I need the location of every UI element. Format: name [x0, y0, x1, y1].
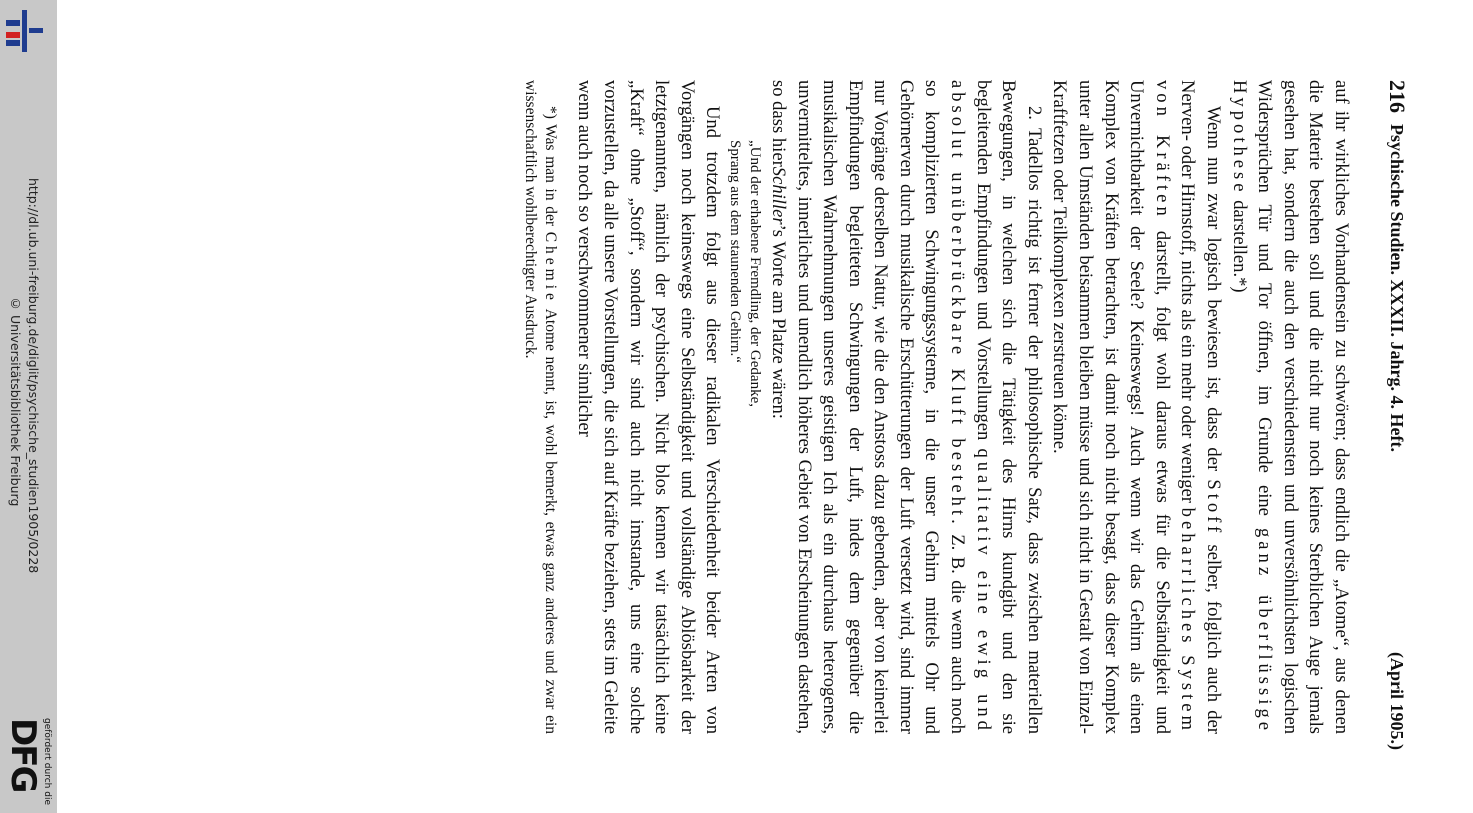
footnote: *) Was man in der Chemie Atome nennt, ist, wohl bemerkt, etwas ganz anderes und zwar ein wissenschaftlich wohlberechtigter Ausdruck. — [522, 80, 559, 735]
dfg-logo — [3, 718, 52, 805]
copyright-notice: © Universitätsbibliothek Freiburg — [8, 296, 23, 507]
ub-freiburg-logo-icon — [6, 10, 46, 52]
paragraph: Und trotzdem folgt aus dieser radikalen Verschiedenheit beider Arten von Vorgängen noch keineswegs eine Selbständigkeit und vollständige Ablösbarkeit der letztgenannten, nämlich der psychischen. Nicht blos kennen wir tatsächlich keine „Kraft“ ohne „Stoff“, sondern wir sind auch nicht imstande, uns eine solche vorzustellen, da alle unsere Vorstellungen, die sich auf Kräfte beziehen, stets im Geleite wenn auch noch so verschwommener sinnlicher — [574, 80, 724, 734]
dfg-wordmark: DFG — [3, 718, 43, 792]
dfg-caption: gefördert durch die — [42, 718, 52, 805]
page-content — [200, 60, 1420, 760]
page-number: 216 — [1385, 80, 1410, 113]
source-url[interactable]: http://dl.ub.uni-freiburg.de/diglit/psychische_studien1905/0228 — [26, 178, 41, 574]
sidebar-citation — [8, 178, 44, 638]
issue-date: (April 1905.) — [1387, 652, 1407, 750]
article-body — [239, 80, 1354, 734]
quote-line: „Und der erhabene Fremdling, der Gedanke, — [747, 140, 764, 407]
quote-line: Sprang aus dem staunenden Gehirn.“ — [727, 140, 744, 363]
paragraph: 2. Tadellos richtig ist ferner der philosophische Satz, dass zwischen materiellen Bewegungen, in welchen sich die Tätigkeit des Hirns kundgibt und den sie begleitenden Empfindungen und Vorstellungen qualitativ eine ewig und absolut unüberbrückbare Kluft besteht. Z. B. die wenn auch noch so komplizierten Schwingungssysteme, in die unser Gehirn mittels Ohr und Gehörnerven durch musikalische Erschütterungen der Luft versetzt wird, sind immer nur Vorgänge derselben Natur, wie die den Anstoss dazu gebenden, aber von keinerlei Empfindungen begleiteten Schwingungen der Luft, indes dem gegenüber die musikalischen Wahrnehmungen unseres geistigen Ich als ein durchaus heterogenes, unvermitteltes, innerliches und unendlich höheres Gebiet von Erscheinungen dastehen, so dass hierSchiller’s Worte am Platze wären: — [767, 80, 1045, 734]
page-scan — [200, 60, 1420, 760]
viewer-sidebar — [0, 0, 57, 813]
page-header — [1380, 80, 1410, 750]
running-title: Psychische Studien. XXXII. Jahrg. 4. Heft. — [1387, 124, 1407, 453]
paragraph: Wenn nun zwar logisch bewiesen ist, dass der Stoff selber, folglich auch der Nerven- oder Hirnstoff, nichts als ein mehr oder weniger beharrliches System von Kräften darstellt, folgt wohl daraus etwas für die Selbständigkeit und Unvernichtbarkeit der Seele? Keineswegs! Auch wenn wir das Gehirn als einen Komplex von Kräften betrachten, ist damit noch nicht besagt, dass dieser Komplex unter allen Umständen beisammen bleiben müsse und sich nicht in Gestalt von Einzel-Kraftfetzen oder Teilkomplexen zerstreuen könne. — [1049, 80, 1225, 734]
paragraph: auf ihr wirkliches Vorhandensein zu schwören; dass endlich die „Atome“, aus denen die Materie bestehen soll und die nicht nur noch keines Sterblichen Auge jemals gesehen hat, sondern die auch den verschiedensten und unversöhnlichsten logischen Widersprüchen Tür und Tor öffnen, im Grunde eine ganz überflüssige Hypothese darstellen.*) — [1228, 80, 1352, 734]
